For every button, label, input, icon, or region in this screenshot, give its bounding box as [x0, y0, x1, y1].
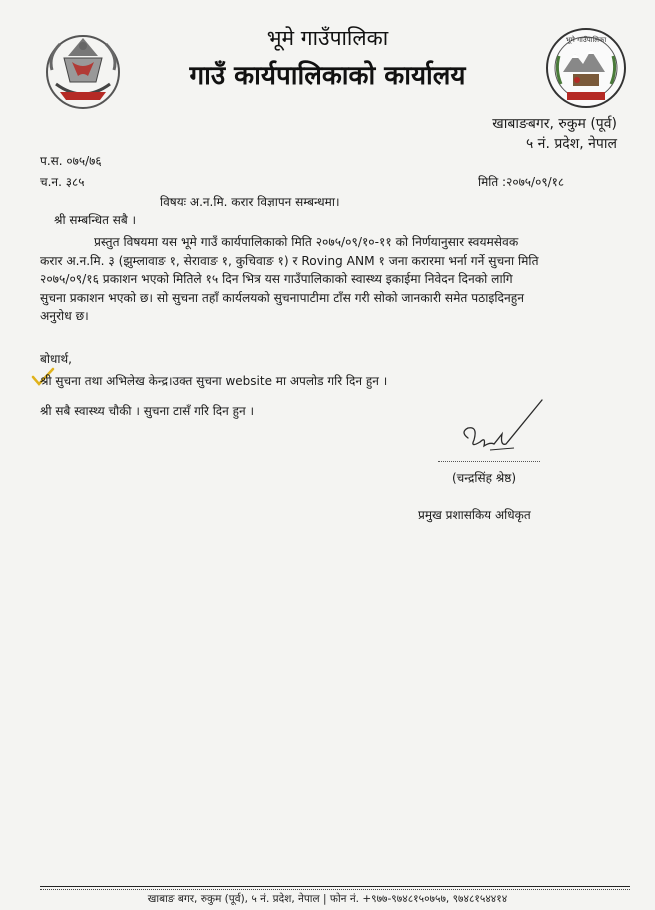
- footer-contact: खाबाङ बगर, रुकुम (पूर्व), ५ नं. प्रदेश, नेपाल | फोन नं. +९७७-९७४८१५०७५७, ९७४८१५४४१४: [147, 893, 508, 905]
- signatory-name: (चन्द्रसिंह श्रेष्ठ): [452, 471, 517, 485]
- signatory-title: प्रमुख प्रशासकिय अधिकृत: [418, 508, 531, 522]
- handwritten-signature-icon: [450, 398, 550, 464]
- body-line: २०७५/०९/१६ प्रकाशन भएको मितिले १५ दिन भित्र यस गाउँपालिकाको स्वास्थ्य इकाईमा निवेदन दिनको लागि: [40, 272, 513, 287]
- municipality-name: भूमे गाउँपालिका: [266, 26, 389, 50]
- logo-caption: भूमे गाउँपालिका: [565, 36, 607, 44]
- dispatch-number: च.न. ३८५: [40, 175, 85, 189]
- body-line: प्रस्तुत विषयमा यस भूमे गाउँ कार्यपालिकाको मिति २०७५/०९/१०-११ को निर्णयानुसार स्वयमसेवक: [94, 235, 519, 249]
- address-line-2: ५ नं. प्रदेश, नेपाल: [525, 136, 617, 152]
- letter-date: मिति :२०७५/०९/१८: [478, 175, 565, 189]
- body-line: सुचना प्रकाशन भएको छ। सो सुचना तहाँ कार्यलयको सुचनापाटीमा टाँस गरी सोको जानकारी समेत पठाइदिनहुन: [40, 290, 524, 305]
- signature-line: [438, 461, 540, 462]
- body-paragraph: [40, 233, 608, 326]
- cc-recipient-2: श्री सबै स्वास्थ्य चौकी । सुचना टासँ गरि दिन हुन ।: [40, 404, 255, 418]
- cc-heading: बोधार्थ,: [40, 352, 72, 366]
- letter-number: प.स. ०७५/७६: [40, 154, 102, 168]
- subject-line: विषयः अ.न.मि. करार विज्ञापन सम्बन्धमा।: [160, 195, 340, 209]
- cc-recipient-1: श्री सुचना तथा अभिलेख केन्द्र।उक्त सुचना website मा अपलोड गरि दिन हुन ।: [40, 374, 388, 388]
- footer-divider-dotted: [40, 889, 630, 890]
- address-line-1: खाबाङबगर, रुकुम (पूर्व): [492, 116, 617, 132]
- footer-divider: [40, 886, 630, 887]
- salutation: श्री सम्बन्धित सबै ।: [54, 213, 137, 227]
- body-line: करार अ.न.मि. ३ (झुम्लावाङ १, सेरावाङ १, कुचिवाङ १) र Roving ANM १ जना करारमा भर्ना गर्ने सुचना मिति: [40, 253, 539, 268]
- office-name: गाउँ कार्यपालिकाको कार्यालय: [189, 61, 466, 91]
- body-line: अनुरोध छ।: [40, 309, 89, 324]
